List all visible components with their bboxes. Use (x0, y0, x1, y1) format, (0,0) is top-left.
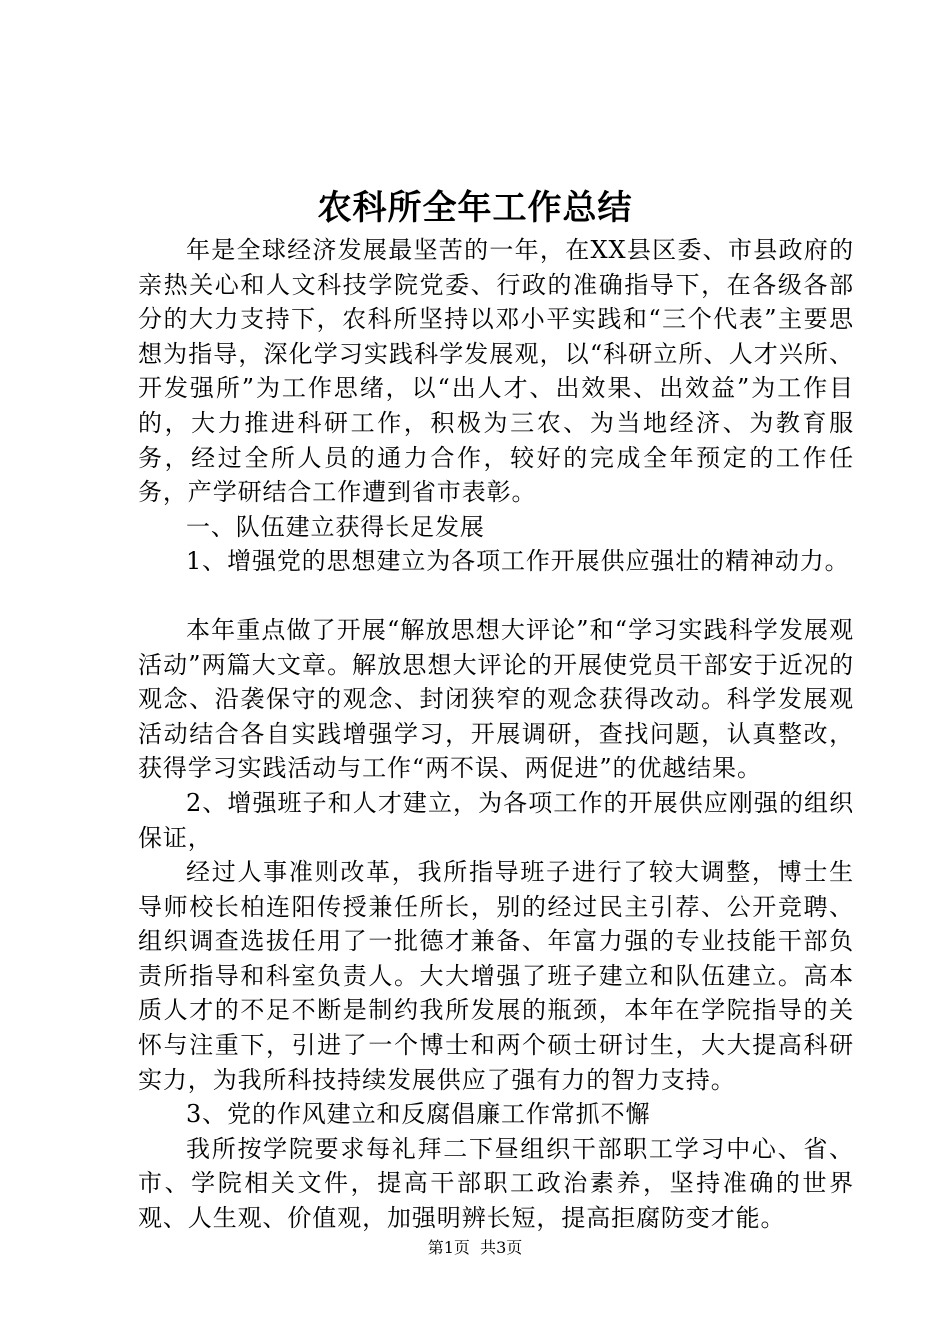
paragraph-personnel-reform: 经过人事准则改革，我所指导班子进行了较大调整，博士生导师校长柏连阳传授兼任所长，别的经过民主引荐、公开竞聘、组织调查选拔任用了一批德才兼备、年富力强的专业技能干部负责所指导和科室负责人。大大增强了班子建立和队伍建立。高本质人才的不足不断是制约我所发展的瓶颈，本年在学院指导的关怀与注重下，引进了一个博士和两个硕士研讨生，大大提高科研实力，为我所科技持续发展供应了强有力的智力支持。 (138, 858, 854, 1094)
subheading-party-thought: 1、增强党的思想建立为各项工作开展供应强壮的精神动力。 (186, 547, 850, 576)
blank-line (138, 579, 854, 613)
paragraph-thought-activities: 本年重点做了开展“解放思想大评论”和“学习实践科学发展观活动”两篇大文章。解放思想大评论的开展使党员干部安于近况的观念、沿袭保守的观念、封闭狭窄的观念获得改动。科学发展观活动结合各自实践增强学习，开展调研，查找问题，认真整改，获得学习实践活动与工作“两不误、两促进”的优越结果。 (138, 615, 854, 783)
paragraph-study-sessions: 我所按学院要求每礼拜二下昼组织干部职工学习中心、省、市、学院相关文件，提高干部职工政治素养，坚持准确的世界观、人生观、价值观，加强明辨长短，提高拒腐防变才能。 (138, 1134, 854, 1233)
footer-separator (470, 1238, 480, 1257)
page-number-total: 共3页 (480, 1238, 523, 1257)
page-footer (0, 1237, 950, 1259)
subheading-anti-corruption: 3、党的作风建立和反腐倡廉工作常抓不懈 (186, 1100, 651, 1129)
page-number-current: 第1页 (427, 1238, 470, 1257)
document-title: 农科所全年工作总结 (317, 188, 633, 228)
paragraph-intro: 年是全球经济发展最坚苦的一年，在XX县区委、市县政府的亲热关心和人文科技学院党委、行政的准确指导下，在各级各部分的大力支持下，农科所坚持以邓小平实践和“三个代表”主要思想为指导，深化学习实践科学发展观，以“科研立所、人才兴所、开发强所”为工作思绪，以“出人才、出效果、出效益”为工作目的，大力推进科研工作，积极为三农、为当地经济、为教育服务，经过全所人员的通力合作，较好的完成全年预定的工作任务，产学研结合工作遭到省市表彰。 (138, 236, 854, 507)
subheading-leadership: 2、增强班子和人才建立，为各项工作的开展供应刚强的组织保证， (138, 788, 854, 852)
document-body (138, 233, 854, 1236)
section-heading-team: 一、队伍建立获得长足发展 (186, 512, 485, 541)
